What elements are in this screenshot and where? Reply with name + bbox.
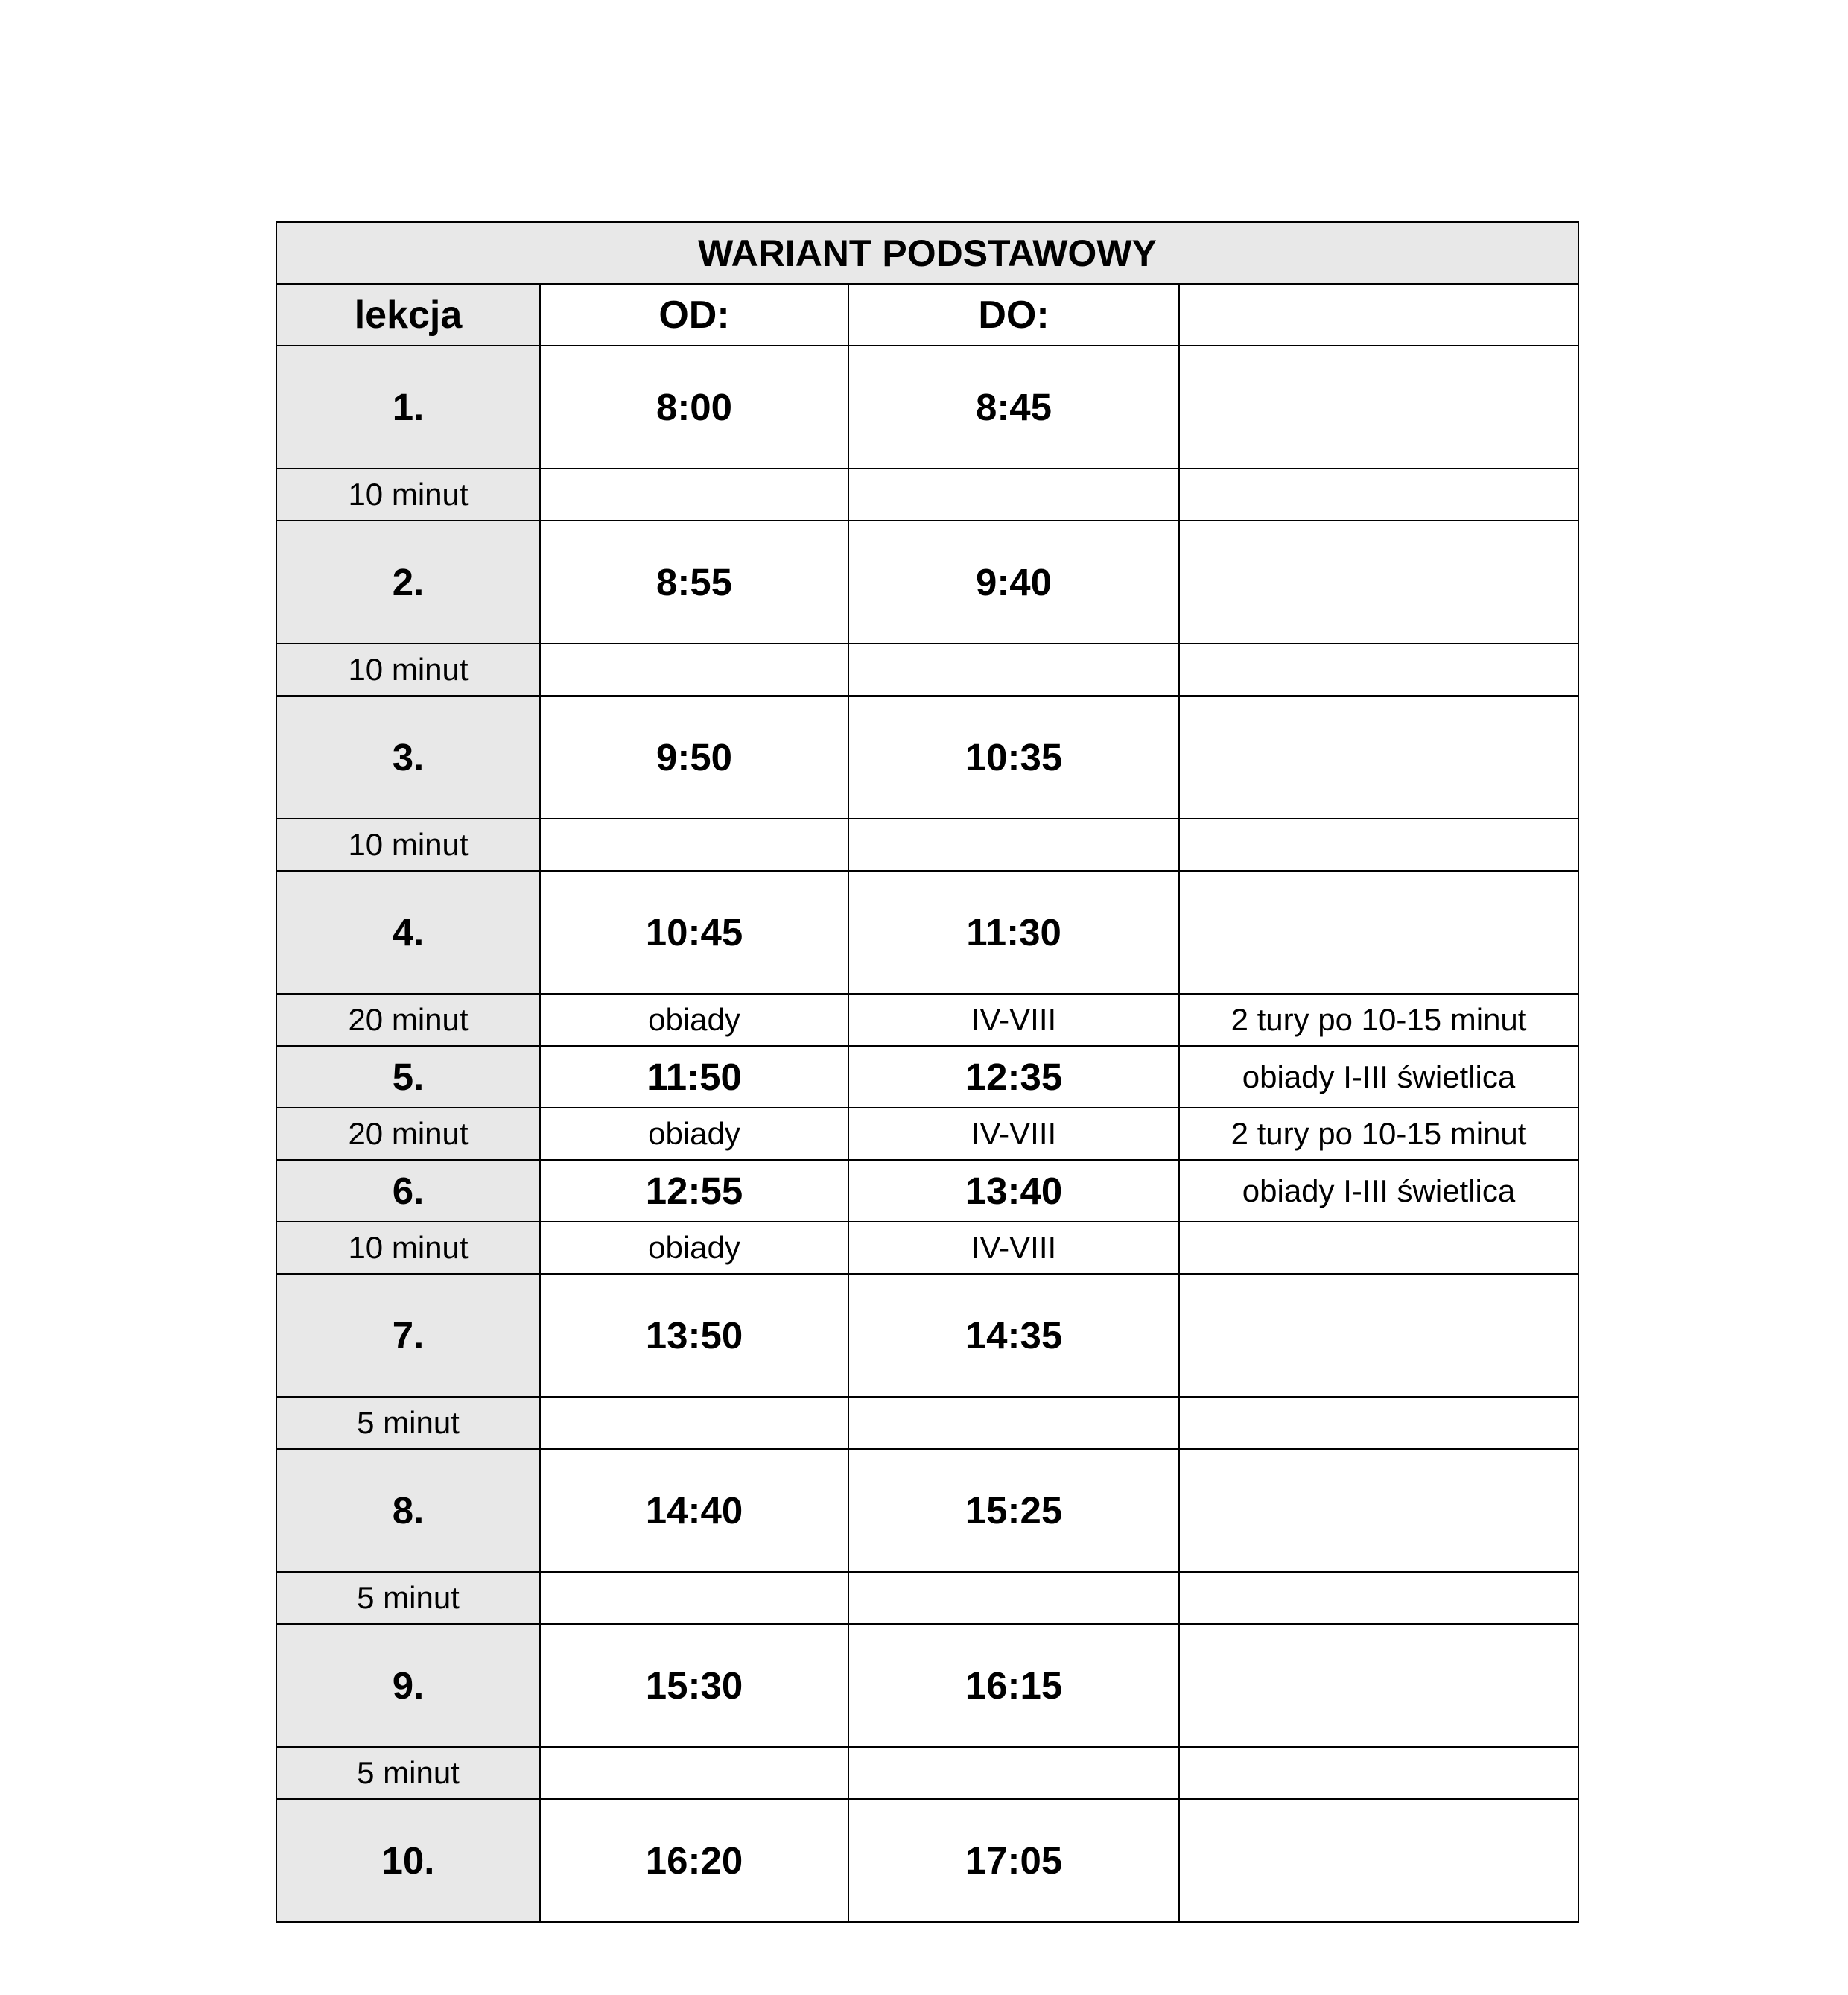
- lesson-note: [1179, 871, 1578, 994]
- break-grades: [848, 1747, 1179, 1799]
- break-activity: obiady: [540, 994, 848, 1046]
- lesson-number: 10.: [276, 1799, 540, 1922]
- break-activity: [540, 1397, 848, 1449]
- lesson-number: 4.: [276, 871, 540, 994]
- break-activity: [540, 819, 848, 871]
- break-row: [276, 1572, 1578, 1624]
- break-note: [1179, 469, 1578, 521]
- lesson-end-time: 11:30: [848, 871, 1179, 994]
- break-row: [276, 469, 1578, 521]
- lesson-start-time: 15:30: [540, 1624, 848, 1747]
- lesson-note: [1179, 521, 1578, 644]
- break-grades: [848, 1572, 1179, 1624]
- lesson-number: 3.: [276, 696, 540, 819]
- lesson-start-time: 11:50: [540, 1046, 848, 1108]
- lesson-start-time: 13:50: [540, 1274, 848, 1397]
- lesson-row: [276, 346, 1578, 469]
- lesson-number: 2.: [276, 521, 540, 644]
- break-row: [276, 1222, 1578, 1274]
- lesson-note: [1179, 1799, 1578, 1922]
- lesson-start-time: 8:00: [540, 346, 848, 469]
- lesson-row: [276, 1160, 1578, 1222]
- lesson-number: 7.: [276, 1274, 540, 1397]
- break-duration: 10 minut: [276, 469, 540, 521]
- break-duration: 20 minut: [276, 1108, 540, 1160]
- break-note: [1179, 644, 1578, 696]
- lesson-row: [276, 1046, 1578, 1108]
- lesson-end-time: 14:35: [848, 1274, 1179, 1397]
- lesson-number: 5.: [276, 1046, 540, 1108]
- lesson-number: 6.: [276, 1160, 540, 1222]
- schedule-table: [276, 221, 1579, 1923]
- title-row: [276, 222, 1578, 284]
- lesson-start-time: 10:45: [540, 871, 848, 994]
- lesson-row: [276, 521, 1578, 644]
- header-extra: [1179, 284, 1578, 346]
- break-grades: [848, 469, 1179, 521]
- header-od: OD:: [540, 284, 848, 346]
- break-grades: IV-VIII: [848, 1108, 1179, 1160]
- break-activity: [540, 1572, 848, 1624]
- lesson-end-time: 16:15: [848, 1624, 1179, 1747]
- break-duration: 5 minut: [276, 1397, 540, 1449]
- lesson-note: [1179, 346, 1578, 469]
- break-activity: obiady: [540, 1108, 848, 1160]
- lesson-end-time: 13:40: [848, 1160, 1179, 1222]
- lesson-note: [1179, 1624, 1578, 1747]
- break-grades: [848, 644, 1179, 696]
- lesson-end-time: 17:05: [848, 1799, 1179, 1922]
- lesson-row: [276, 696, 1578, 819]
- lesson-note: [1179, 1274, 1578, 1397]
- break-note: [1179, 819, 1578, 871]
- lesson-start-time: 8:55: [540, 521, 848, 644]
- break-note: 2 tury po 10-15 minut: [1179, 1108, 1578, 1160]
- break-row: [276, 1747, 1578, 1799]
- lesson-note: obiady I-III świetlica: [1179, 1046, 1578, 1108]
- lesson-number: 1.: [276, 346, 540, 469]
- break-note: [1179, 1222, 1578, 1274]
- lesson-start-time: 16:20: [540, 1799, 848, 1922]
- break-activity: [540, 644, 848, 696]
- break-row: [276, 819, 1578, 871]
- break-duration: 10 minut: [276, 1222, 540, 1274]
- break-row: [276, 1108, 1578, 1160]
- break-duration: 10 minut: [276, 819, 540, 871]
- break-grades: IV-VIII: [848, 1222, 1179, 1274]
- break-row: [276, 994, 1578, 1046]
- lesson-start-time: 12:55: [540, 1160, 848, 1222]
- lesson-row: [276, 1449, 1578, 1572]
- break-activity: obiady: [540, 1222, 848, 1274]
- header-row: [276, 284, 1578, 346]
- break-note: 2 tury po 10-15 minut: [1179, 994, 1578, 1046]
- break-activity: [540, 1747, 848, 1799]
- lesson-note: [1179, 1449, 1578, 1572]
- lesson-note: [1179, 696, 1578, 819]
- break-note: [1179, 1572, 1578, 1624]
- break-grades: [848, 1397, 1179, 1449]
- lesson-end-time: 15:25: [848, 1449, 1179, 1572]
- lesson-end-time: 8:45: [848, 346, 1179, 469]
- break-note: [1179, 1747, 1578, 1799]
- break-duration: 5 minut: [276, 1572, 540, 1624]
- lesson-end-time: 9:40: [848, 521, 1179, 644]
- lesson-row: [276, 1799, 1578, 1922]
- lesson-number: 9.: [276, 1624, 540, 1747]
- break-note: [1179, 1397, 1578, 1449]
- break-duration: 5 minut: [276, 1747, 540, 1799]
- break-grades: IV-VIII: [848, 994, 1179, 1046]
- lesson-row: [276, 871, 1578, 994]
- lesson-row: [276, 1274, 1578, 1397]
- lesson-end-time: 10:35: [848, 696, 1179, 819]
- lesson-end-time: 12:35: [848, 1046, 1179, 1108]
- break-duration: 20 minut: [276, 994, 540, 1046]
- break-duration: 10 minut: [276, 644, 540, 696]
- break-grades: [848, 819, 1179, 871]
- header-lekcja: lekcja: [276, 284, 540, 346]
- break-activity: [540, 469, 848, 521]
- lesson-start-time: 9:50: [540, 696, 848, 819]
- lesson-note: obiady I-III świetlica: [1179, 1160, 1578, 1222]
- lesson-start-time: 14:40: [540, 1449, 848, 1572]
- lesson-number: 8.: [276, 1449, 540, 1572]
- break-row: [276, 644, 1578, 696]
- header-do: DO:: [848, 284, 1179, 346]
- break-row: [276, 1397, 1578, 1449]
- lesson-row: [276, 1624, 1578, 1747]
- table-title: WARIANT PODSTAWOWY: [276, 222, 1578, 284]
